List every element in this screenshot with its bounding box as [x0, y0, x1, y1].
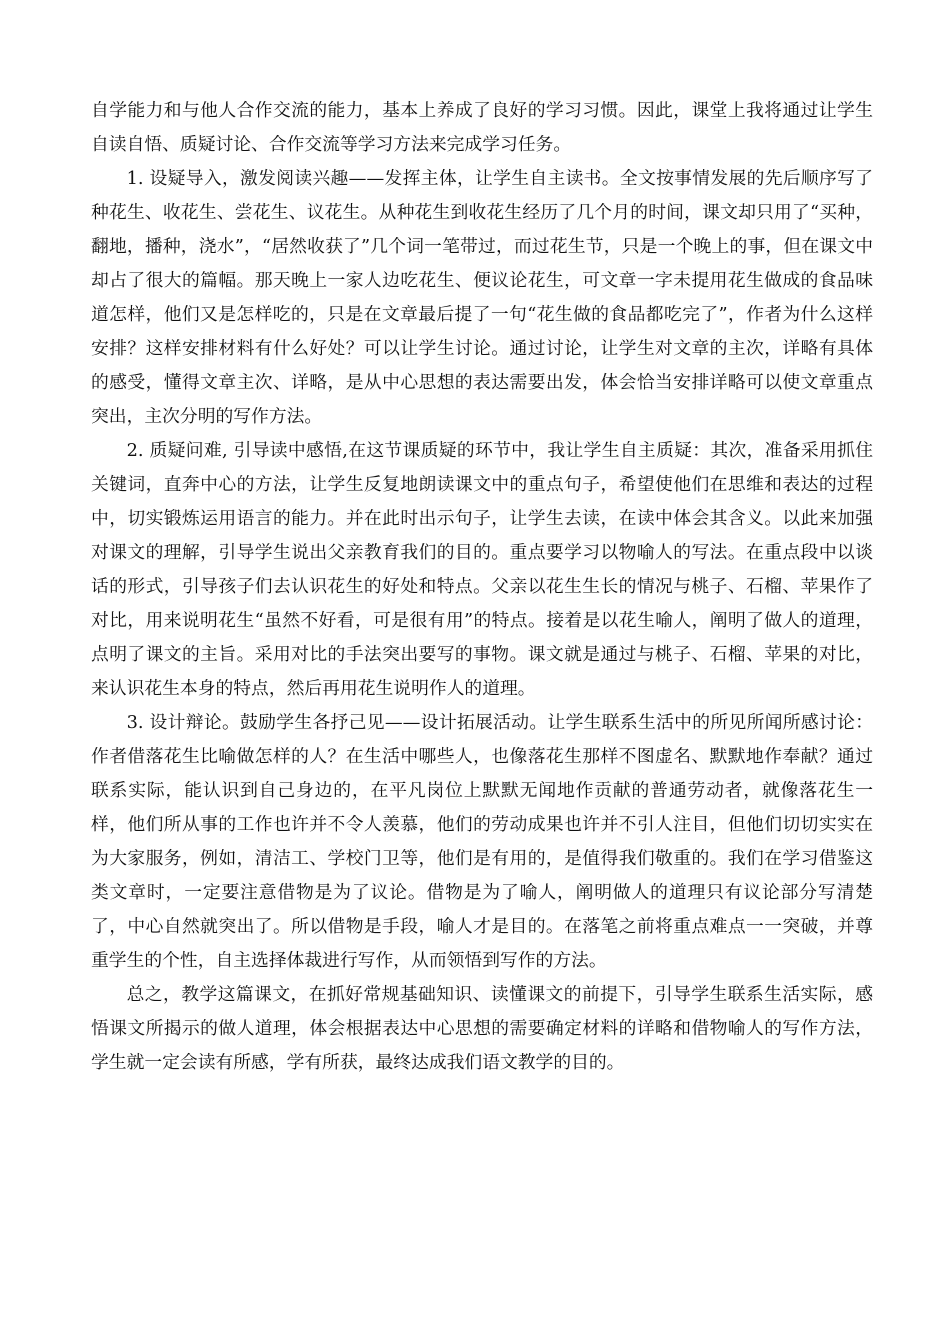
paragraph-point-1: 1. 设疑导入，激发阅读兴趣——发挥主体，让学生自主读书。全文按事情发展的先后顺序写了种花生、收花生、尝花生、议花生。从种花生到收花生经历了几个月的时间，课文却只用了“买种，翻地，播种，浇水”，“居然收获了”几个词一笔带过，而过花生节，只是一个晚上的事，但在课文中却占了很大的篇幅。那天晚上一家人边吃花生、便议论花生，可文章一字未提用花生做成的食品味道怎样，他们又是怎样吃的，只是在文章最后提了一句“花生做的食品都吃完了”，作者为什么这样安排？这样安排材料有什么好处？可以让学生讨论。通过讨论，让学生对文章的主次，详略有具体的感受，懂得文章主次、详略，是从中心思想的表达需要出发，体会恰当安排详略可以使文章重点突出，主次分明的写作方法。 — [91, 168, 873, 427]
paragraph-point-2: 2. 质疑问难, 引导读中感悟,在这节课质疑的环节中，我让学生自主质疑：其次，准备采用抓住关键词，直奔中心的方法，让学生反复地朗读课文中的重点句子，希望使他们在思维和表达的过程中，切实锻炼运用语言的能力。并在此时出示句子，让学生去读，在读中体会其含义。以此来加强对课文的理解，引导学生说出父亲教育我们的目的。重点要学习以物喻人的写法。在重点段中以谈话的形式，引导孩子们去认识花生的好处和特点。父亲以花生生长的情况与桃子、石榴、苹果作了对比，用来说明花生“虽然不好看，可是很有用”的特点。接着是以花生喻人，阐明了做人的道理，点明了课文的主旨。采用对比的手法突出要写的事物。课文就是通过与桃子、石榴、苹果的对比，来认识花生本身的特点，然后再用花生说明作人的道理。 — [91, 440, 873, 699]
paragraph-conclusion: 总之，教学这篇课文，在抓好常规基础知识、读懂课文的前提下，引导学生联系生活实际，感悟课文所揭示的做人道理，体会根据表达中心思想的需要确定材料的详略和借物喻人的写作方法，学生就一定会读有所感，学有所获，最终达成我们语文教学的目的。 — [91, 984, 873, 1073]
paragraph-point-3: 3. 设计辩论。鼓励学生各抒己见——设计拓展活动。让学生联系生活中的所见所闻所感讨论：作者借落花生比喻做怎样的人？在生活中哪些人，也像落花生那样不图虚名、默默地作奉献？通过联系实际，能认识到自己身边的，在平凡岗位上默默无闻地作贡献的普通劳动者，就像落花生一样，他们所从事的工作也许并不令人羡慕，他们的劳动成果也许并不引人注目，但他们切切实实在为大家服务，例如，清洁工、学校门卫等，他们是有用的，是值得我们敬重的。我们在学习借鉴这类文章时，一定要注意借物是为了议论。借物是为了喻人，阐明做人的道理只有议论部分写清楚了，中心自然就突出了。所以借物是手段，喻人才是目的。在落笔之前将重点难点一一突破，并尊重学生的个性，自主选择体裁进行写作，从而领悟到写作的方法。 — [91, 712, 873, 971]
document-body — [91, 94, 873, 1080]
paragraph-intro-continuation: 自学能力和与他人合作交流的能力，基本上养成了良好的学习习惯。因此，课堂上我将通过让学生自读自悟、质疑讨论、合作交流等学习方法来完成学习任务。 — [91, 100, 873, 155]
